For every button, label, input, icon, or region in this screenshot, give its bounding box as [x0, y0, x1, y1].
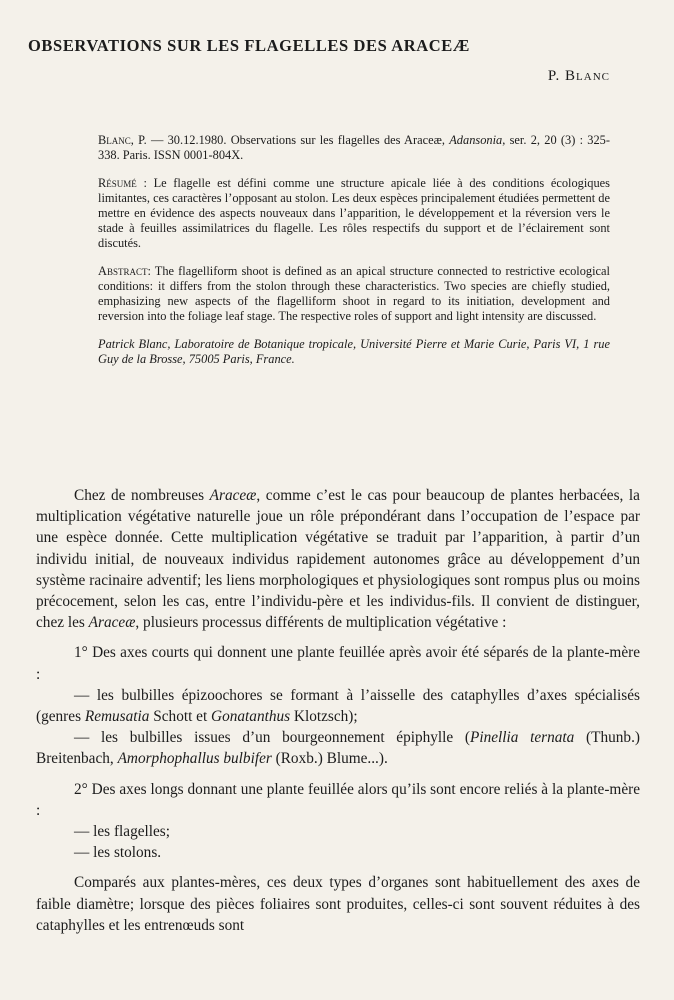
- taxon-name: Araceæ: [88, 614, 136, 632]
- sub-item-bulbilles-epiphylle: [36, 727, 640, 769]
- body-text: [36, 485, 640, 936]
- citation: [98, 133, 610, 163]
- list-item-1: 1° Des axes courts qui donnent une plante feuillée après avoir été séparés de la plante-mère :: [36, 644, 640, 683]
- text-run: (Thunb.) Breitenbach,: [36, 729, 640, 768]
- abstract-text: : The flagelliform shoot is defined as an apical structure connected to restrictive ecological conditions: it differs from the stolon through these characteristics. Two species are chiefly studied, emphasizing new aspects of the flagelliform shoot in regard to its initiation, development and reversion into the foliage leaf stage. The respective roles of support and light intensity are discussed.: [98, 264, 610, 323]
- paragraph-comparison: Comparés aux plantes-mères, ces deux types d’organes sont habituellement des axes de faible diamètre; lorsque des pièces foliaires sont produites, celles-ci sont souvent réduites à des cataphylles et les entrenœuds sont: [36, 874, 640, 934]
- resume-text: : Le flagelle est défini comme une structure apicale liée à des conditions écologiques limitantes, ces caractères l’opposant au stolon. Les deux espèces principalement étudiées permettent de mettre en évidence des aspects nouveaux dans l’apparition, le développement et la réversion vers le stade à feuilles assimilatrices du flagelle. Les rôles respectifs du support et de l’éclairement sont discutés.: [98, 176, 610, 250]
- text-run: (Roxb.) Blume...).: [271, 750, 388, 768]
- text-run: — les bulbilles issues d’un bourgeonnement épiphylle (: [74, 729, 471, 747]
- author-address: Patrick Blanc, Laboratoire de Botanique tropicale, Université Pierre et Marie Curie, Paris VI, 1 rue Guy de la Brosse, 75005 Paris, France.: [98, 337, 610, 366]
- citation-author: Blanc: [98, 133, 131, 147]
- citation-text-2: , ser. 2, 20 (3) : 325-338. Paris. ISSN 0001-804X.: [98, 133, 610, 162]
- author-name: P. Blanc: [547, 68, 610, 84]
- paragraph-intro: [36, 485, 640, 633]
- taxon-name: Gonatanthus: [211, 708, 291, 726]
- text-run: Chez de nombreuses: [74, 487, 210, 504]
- abstract-block: [98, 133, 610, 367]
- article-title: OBSERVATIONS SUR LES FLAGELLES DES ARACEÆ: [28, 36, 470, 55]
- text-run: , plusieurs processus différents de multiplication végétative :: [135, 614, 507, 632]
- taxon-name: Araceæ: [209, 487, 257, 504]
- text-run: , comme c’est le cas pour beaucoup de plantes herbacées, la multiplication végétative naturelle joue un rôle prépondérant dans l’occupation de l’espace par une espèce donnée. Cette multiplication végétative se traduit par l’apparition, à partir d’un individu initial, de nouveaux individus rapidement autonomes grâce au développement d’un système racinaire adventif; les liens morphologiques et physiologiques sont rompus plus ou moins précocement, selon les cas, entre l’individu-père et les individus-fils. Il convient de distinguer, chez les: [36, 487, 640, 632]
- text-run: — les bulbilles épizoochores se formant à l’aisselle des cataphylles d’axes spécialisés (genres: [36, 686, 640, 726]
- resume-label: Résumé: [98, 176, 137, 190]
- text-run: Klotzsch);: [290, 708, 358, 726]
- sub-item-flagelles: — les flagelles;: [74, 823, 171, 841]
- sub-item-stolons: — les stolons.: [74, 844, 162, 862]
- text-run: Schott et: [149, 708, 212, 726]
- abstract: [98, 264, 610, 324]
- sub-item-bulbilles-epizoochores: [36, 685, 640, 727]
- resume: [98, 176, 610, 251]
- citation-journal: Adansonia: [449, 133, 503, 147]
- taxon-name: Amorphophallus bulbifer: [117, 750, 272, 768]
- abstract-label: Abstract: [98, 264, 148, 278]
- citation-text: , P. — 30.12.1980. Observations sur les flagelles des Araceæ,: [130, 133, 450, 147]
- list-item-2: 2° Des axes longs donnant une plante feuillée alors qu’ils sont encore reliés à la plante-mère :: [36, 780, 640, 819]
- taxon-name: Pinellia ternata: [470, 729, 575, 747]
- taxon-name: Remusatia: [84, 708, 150, 726]
